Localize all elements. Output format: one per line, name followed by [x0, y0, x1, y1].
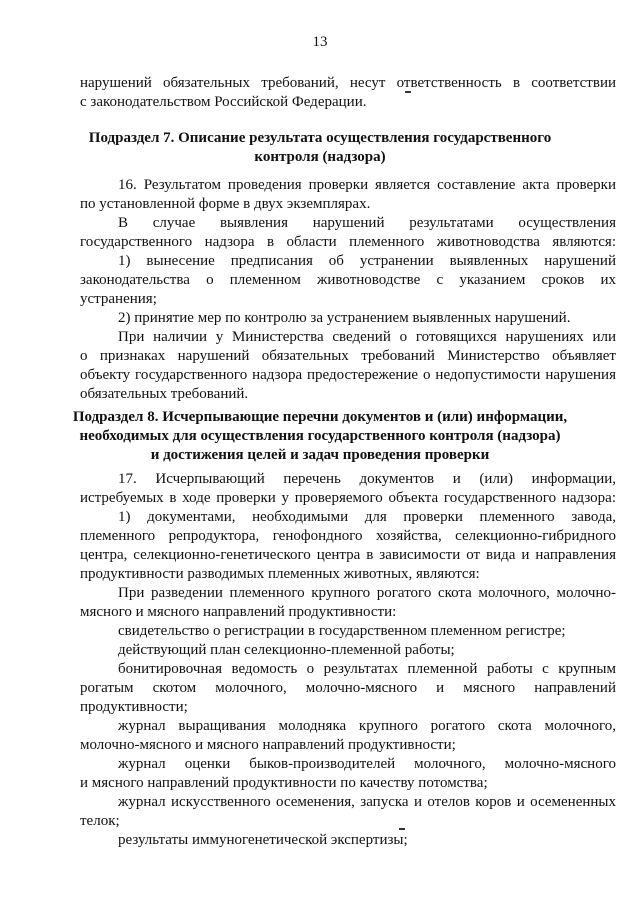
subsection-7-heading-line1: Подраздел 7. Описание результата осуществления государственного [88, 130, 552, 146]
subsection-7-heading-line2: контроля (надзора) [254, 149, 386, 165]
text-line: с законодательством Российской Федерации. [80, 94, 367, 110]
text-line: нарушений обязательных требований, несут ответственность в соответствии [80, 75, 616, 91]
text-line: обязательных требований. [80, 386, 249, 402]
subsection-8-heading-line3: и достижения целей и задач проведения проверки [150, 447, 490, 463]
text-line: 16. Результатом проведения проверки является составление акта проверки [118, 177, 616, 193]
text-line: результаты иммуногенетической экспертизы; [118, 832, 408, 848]
text-line: журнал искусственного осеменения, запуска и отелов коров и осемененных [118, 794, 616, 810]
text-line: о признаках нарушений обязательных требований Министерство объявляет [80, 348, 616, 364]
text-line: 17. Исчерпывающий перечень документов и (или) информации, [118, 471, 616, 487]
text-line: государственного надзора в области племенного животноводства являются: [80, 234, 616, 250]
text-line: рогатым скотом молочного, молочно-мясного и мясного направлений [80, 680, 616, 696]
text-line: продуктивности разводимых племенных животных, являются: [80, 566, 480, 582]
text-line: племенного репродуктора, генофондного хозяйства, селекционно-гибридного [80, 528, 616, 544]
text-line: центра, селекционно-генетического центра в зависимости от вида и направления [80, 547, 616, 563]
scan-mark [399, 828, 405, 830]
text-line: свидетельство о регистрации в государственном племенном регистре; [118, 623, 566, 639]
subsection-8-heading-line1: Подраздел 8. Исчерпывающие перечни документов и (или) информации, [72, 409, 568, 425]
text-line: законодательства о племенном животноводстве с указанием сроков их [80, 272, 616, 288]
text-line: 2) принятие мер по контролю за устранением выявленных нарушений. [118, 310, 571, 326]
text-line: истребуемых в ходе проверки у проверяемого объекта государственного надзора: [80, 490, 616, 506]
text-line: При разведении племенного крупного рогатого скота молочного, молочно- [118, 585, 616, 601]
scan-mark [405, 91, 411, 93]
text-line: телок; [80, 813, 120, 829]
text-line: устранения; [80, 291, 157, 307]
text-line: журнал выращивания молодняка крупного рогатого скота молочного, [118, 718, 616, 734]
text-line: бонитировочная ведомость о результатах племенной работы с крупным [118, 661, 616, 677]
text-line: объекту государственного надзора предостережение о недопустимости нарушения [80, 367, 616, 383]
text-line: мясного и мясного направлений продуктивности: [80, 604, 397, 620]
text-line: действующий план селекционно-племенной работы; [118, 642, 455, 658]
text-line: 1) документами, необходимыми для проверки племенного завода, [118, 509, 616, 525]
text-line: молочно-мясного и мясного направлений продуктивности; [80, 737, 456, 753]
text-line: продуктивности; [80, 699, 188, 715]
text-line: и мясного направлений продуктивности по качеству потомства; [80, 775, 488, 791]
subsection-8-heading-line2: необходимых для осуществления государственного контроля (надзора) [79, 428, 561, 444]
text-line: При наличии у Министерства сведений о готовящихся нарушениях или [118, 329, 616, 345]
page-number: 13 [312, 34, 328, 50]
text-line: по установленной форме в двух экземплярах. [80, 196, 371, 212]
text-line: журнал оценки быков-производителей молочного, молочно-мясного [118, 756, 616, 772]
text-line: В случае выявления нарушений результатами осуществления [118, 215, 616, 231]
text-line: 1) вынесение предписания об устранении выявленных нарушений [118, 253, 616, 269]
